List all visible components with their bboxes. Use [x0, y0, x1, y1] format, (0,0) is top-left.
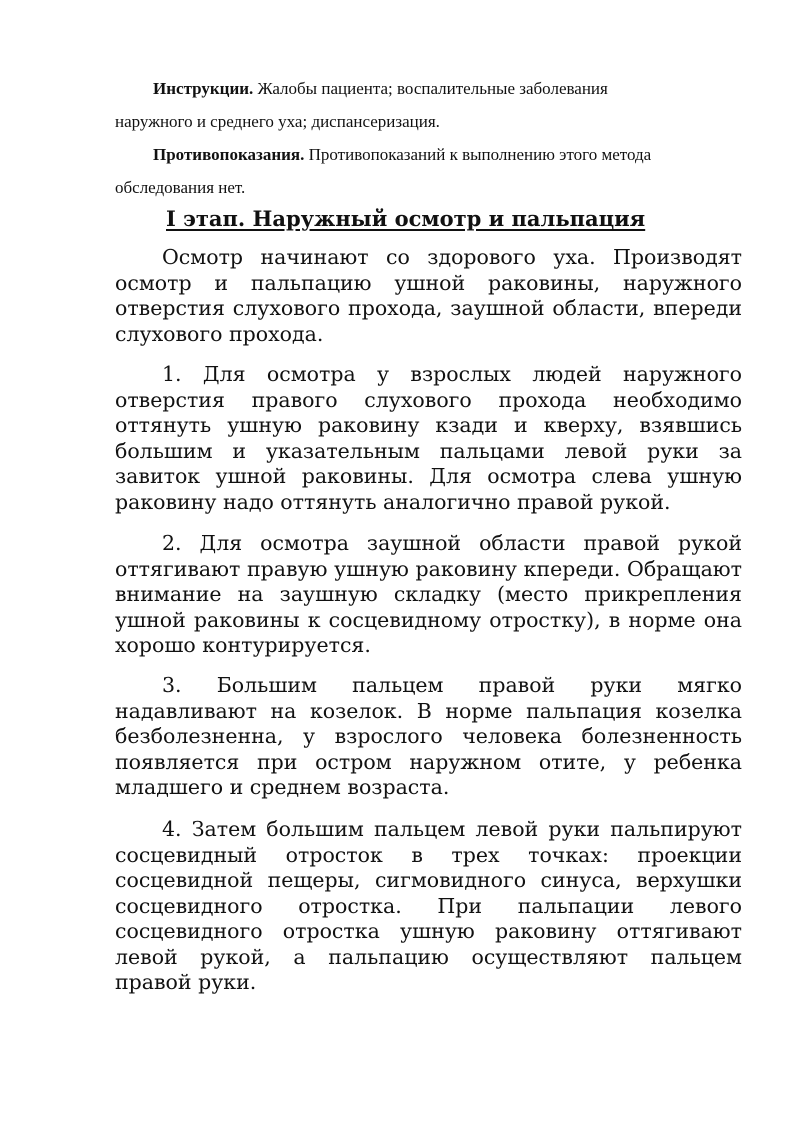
body-paragraph-step-2: 2. Для осмотра заушной области правой рукой оттягивают правую ушную раковину кпереди. Обращают внимание на заушную складку (место прикрепления ушной раковины к сосцевидному отростку), в норме она хорошо контурируется. [115, 531, 742, 657]
contraindications-label: Противопоказания. [153, 145, 305, 164]
instructions-text-1: Жалобы пациента; воспалительные заболевания [257, 79, 608, 98]
contraindications-line-1 [115, 138, 715, 171]
stage-heading: I этап. Наружный осмотр и пальпация [166, 206, 646, 231]
contraindications-line-2: обследования нет. [115, 178, 246, 197]
body-paragraph-step-3: 3. Большим пальцем правой руки мягко надавливают на козелок. В норме пальпация козелка безболезненна, у взрослого человека болезненность появляется при остром наружном отите, у ребенка младшего и среднем возраста. [115, 673, 742, 799]
body-paragraph-step-4: 4. Затем большим пальцем левой руки пальпируют сосцевидный отросток в трех точках: проекции сосцевидной пещеры, сигмовидного синуса, верхушки сосцевидного отростка. При пальпации левого сосцевидного отростка ушную раковину оттягивают левой рукой, а пальпацию осуществляют пальцем правой руки. [115, 817, 742, 994]
body-paragraph-intro: Осмотр начинают со здорового уха. Производят осмотр и пальпацию ушной раковины, наружного отверстия слухового прохода, заушной области, впереди слухового прохода. [115, 245, 742, 346]
instructions-line-1 [115, 72, 715, 105]
body-paragraph-step-1: 1. Для осмотра у взрослых людей наружного отверстия правого слухового прохода необходимо оттянуть ушную раковину кзади и кверху, взявшись большим и указательным пальцами левой руки за завиток ушной раковины. Для осмотра слева ушную раковину надо оттянуть аналогично правой рукой. [115, 362, 742, 514]
instructions-line-2: наружного и среднего уха; диспансеризация. [115, 112, 440, 131]
contraindications-text-1: Противопоказаний к выполнению этого метода [308, 145, 652, 164]
instructions-label: Инструкции. [153, 79, 254, 98]
contraindications-paragraph [115, 138, 715, 204]
instructions-paragraph [115, 72, 715, 138]
